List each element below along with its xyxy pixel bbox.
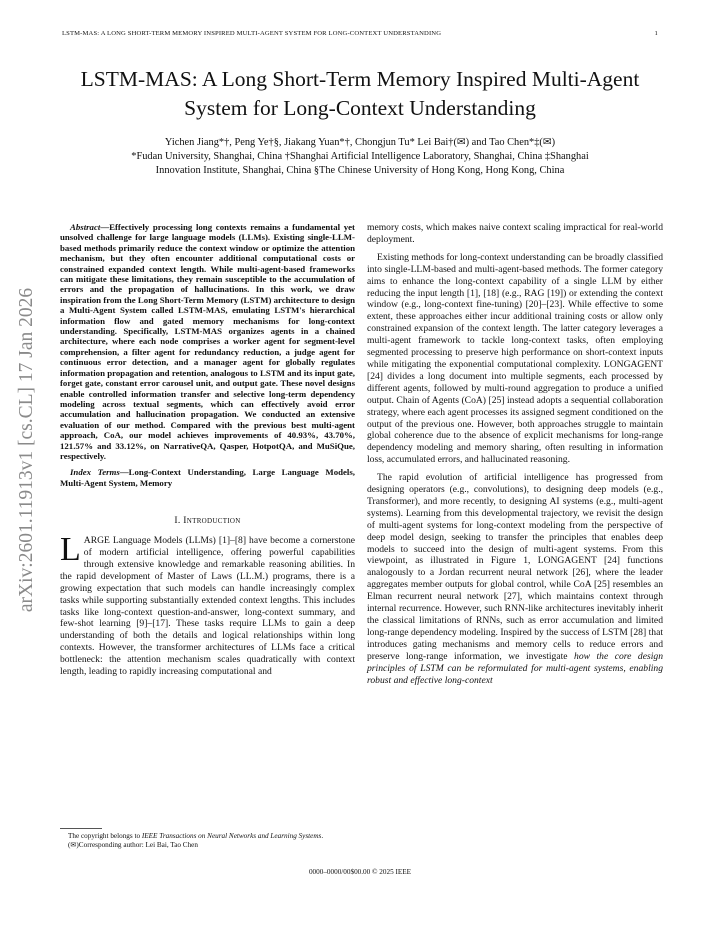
- section-heading-introduction: I. Introduction: [174, 515, 241, 527]
- intro-paragraph-1-text: ARGE Language Models (LLMs) [1]–[8] have become a cornerstone of modern artificial intelligence, offering powerful capabilities through extensive knowledge and remarkable reasoning abilities. In the rapid development of Master of Laws (LL.M.) programs, there is a growing expectation that such models can handle increasingly complex tasks while supporting substantially extended context lengths. This includes tasks like long-context question-and-answer, long-context summary, and few-shot learning [9]–[17]. These tasks require LLMs to gain a deep understanding of both the details and logical relationships within long contexts. However, the transformer architectures of LLMs face a critical bottleneck: the attention mechanism scales quadratically with context length, leading to rapidly increasing computational and: [60, 535, 355, 678]
- footnotes: [60, 828, 355, 850]
- right-paragraph-2: [367, 472, 663, 686]
- intro-paragraph-1: [60, 531, 355, 678]
- arxiv-identifier: arXiv:2601.11913v1 [cs.CL] 17 Jan 2026: [16, 287, 37, 613]
- abstract-label: Abstract: [70, 222, 101, 232]
- abstract: [60, 222, 355, 461]
- index-terms-text: —Long-Context Understanding, Large Language Models, Multi-Agent System, Memory: [60, 467, 355, 488]
- right-paragraph-2-text: The rapid evolution of artificial intelligence has progressed from designing operators (e.g., convolutions), to designing deep models (e.g., Transformer), and more recently, to designing AI systems (e.g., multi-agent systems). Learning from this developmental trajectory, we revisit the design of multi-agent systems for long-context modeling from the perspective of deep model design, seeking to transfer the principles that enables deep models to succeed into the design of multi-agent systems. From this viewpoint, as illustrated in Figure 1, LONGAGENT [24] functions analogously to a Jordan recurrent neural network [26], where the leader aggregates member outputs for global control, while CoA [25] resembles an Elman recurrent neural network [27], which maintains context through internal recurrence. However, such RNN-like architectures inevitably inherit the classical limitations of RNNs, such as error accumulation and limited long-range dependency modeling. Inspired by the success of LSTM [28] that introduces gating mechanisms and memory cells to reduce errors and preserve long-range information, we investigate: [367, 472, 663, 662]
- copyright-suffix: .: [321, 832, 324, 840]
- drop-cap: L: [60, 531, 81, 569]
- copyright-line: 0000–0000/00$00.00 © 2025 IEEE: [308, 868, 412, 876]
- copyright-note: [60, 832, 355, 841]
- copyright-venue: IEEE Transactions on Neural Networks and Learning Systems: [141, 832, 322, 840]
- corresponding-author-note: (✉)Corresponding author: Lei Bai, Tao Chen: [68, 840, 198, 849]
- author-list: Yichen Jiang*†, Peng Ye†§, Jiakang Yuan*†, Chongjun Tu* Lei Bai†(✉) and Tao Chen*‡(✉): [164, 137, 556, 148]
- paper-title: [60, 65, 660, 123]
- footnote-rule: [60, 828, 102, 829]
- running-head: [62, 30, 658, 37]
- index-terms: [60, 467, 355, 488]
- page-number: 1: [654, 30, 658, 37]
- arxiv-sidebar: [10, 230, 44, 670]
- right-paragraph-1: Existing methods for long-context understanding can be broadly classified into single-LLM-based and multi-agent-based methods. The former category aims to enhance the long-context capability of a single LLM by either reducing the input length [1], [18] (e.g., RAG [19]) or extending the context window (e.g., long-context fine-tuning) [20]–[23]. While effective to some extent, these approaches either incur additional training costs or allow only constrained expansion of the context length. The latter category leverages a multi-agent framework to tackle long-context tasks, often employing segmented processing to preserve high performance on short-context inputs while mitigating the exponential computational complexity. LONGAGENT [24] divides a long document into multiple segments, each processed by different agents, followed by multi-round aggregation to produce a unified output. Chain of Agents (CoA) [25] instead adopts a sequential collaboration strategy, where each agent processes its assigned segment conditioned on the output of the previous one. However, both approaches struggle to maintain global coherence due to the absence of explicit mechanisms for long-range dependency modeling and memory sharing, often resulting in information loss, accumulated errors, and hallucinated reasoning.: [367, 251, 663, 466]
- right-column: [367, 222, 663, 692]
- title-line-2: System for Long-Context Understanding: [184, 96, 536, 120]
- right-paragraph-2-italic: how the core design principles of LSTM can be reformulated for multi-agent systems, enabling robust and effective long-context: [367, 650, 663, 686]
- index-terms-label: Index Terms: [70, 467, 120, 478]
- affiliation-line-2: Innovation Institute, Shanghai, China §The Chinese University of Hong Kong, Hong Kong, China: [155, 165, 565, 176]
- affiliation-line-1: *Fudan University, Shanghai, China †Shanghai Artificial Intelligence Laboratory, Shanghai, China ‡Shanghai: [131, 151, 589, 162]
- title-line-1: LSTM-MAS: A Long Short-Term Memory Inspired Multi-Agent: [80, 67, 640, 91]
- right-paragraph-0: memory costs, which makes naive context scaling impractical for real-world deployment.: [367, 222, 663, 245]
- abstract-text: —Effectively processing long contexts remains a fundamental yet unsolved challenge for large language models (LLMs). Existing single-LLM-based methods primarily reduce the context window or optimize the attention mechanism, but they often encounter additional computational costs or constrained expanded context length. While multi-agent-based frameworks can mitigate these limitations, they remain susceptible to the accumulation of errors and the propagation of hallucinations. In this work, we draw inspiration from the Long Short-Term Memory (LSTM) architecture to design a Multi-Agent System called LSTM-MAS, emulating LSTM's hierarchical information flow and gated memory mechanisms for long-context understanding. Specifically, LSTM-MAS organizes agents in a chained architecture, where each node comprises a worker agent for segment-level comprehension, a filter agent for redundancy reduction, a judge agent for continuous error detection, and a manager agent for globally regulates information propagation and retention, analogous to LSTM and its input gate, forget gate, constant error carousel unit, and output gate. These novel designs enable controlled information transfer and selective long-term dependency modeling across textual segments, which can effectively avoid error accumulation and hallucination propagation. We conducted an extensive evaluation of our method. Compared with the previous best multi-agent approach, CoA, our model achieves improvements of 40.93%, 43.70%, 121.57% and 33.12%, on NarrativeQA, Qasper, HotpotQA, and MuSiQue, respectively.: [60, 222, 355, 461]
- affiliations: [60, 150, 660, 178]
- left-column: [60, 222, 355, 684]
- running-head-title: LSTM-MAS: A LONG SHORT-TERM MEMORY INSPIRED MULTI-AGENT SYSTEM FOR LONG-CONTEXT UNDERSTANDING: [62, 30, 442, 37]
- copyright-prefix: The copyright belongs to: [68, 832, 142, 840]
